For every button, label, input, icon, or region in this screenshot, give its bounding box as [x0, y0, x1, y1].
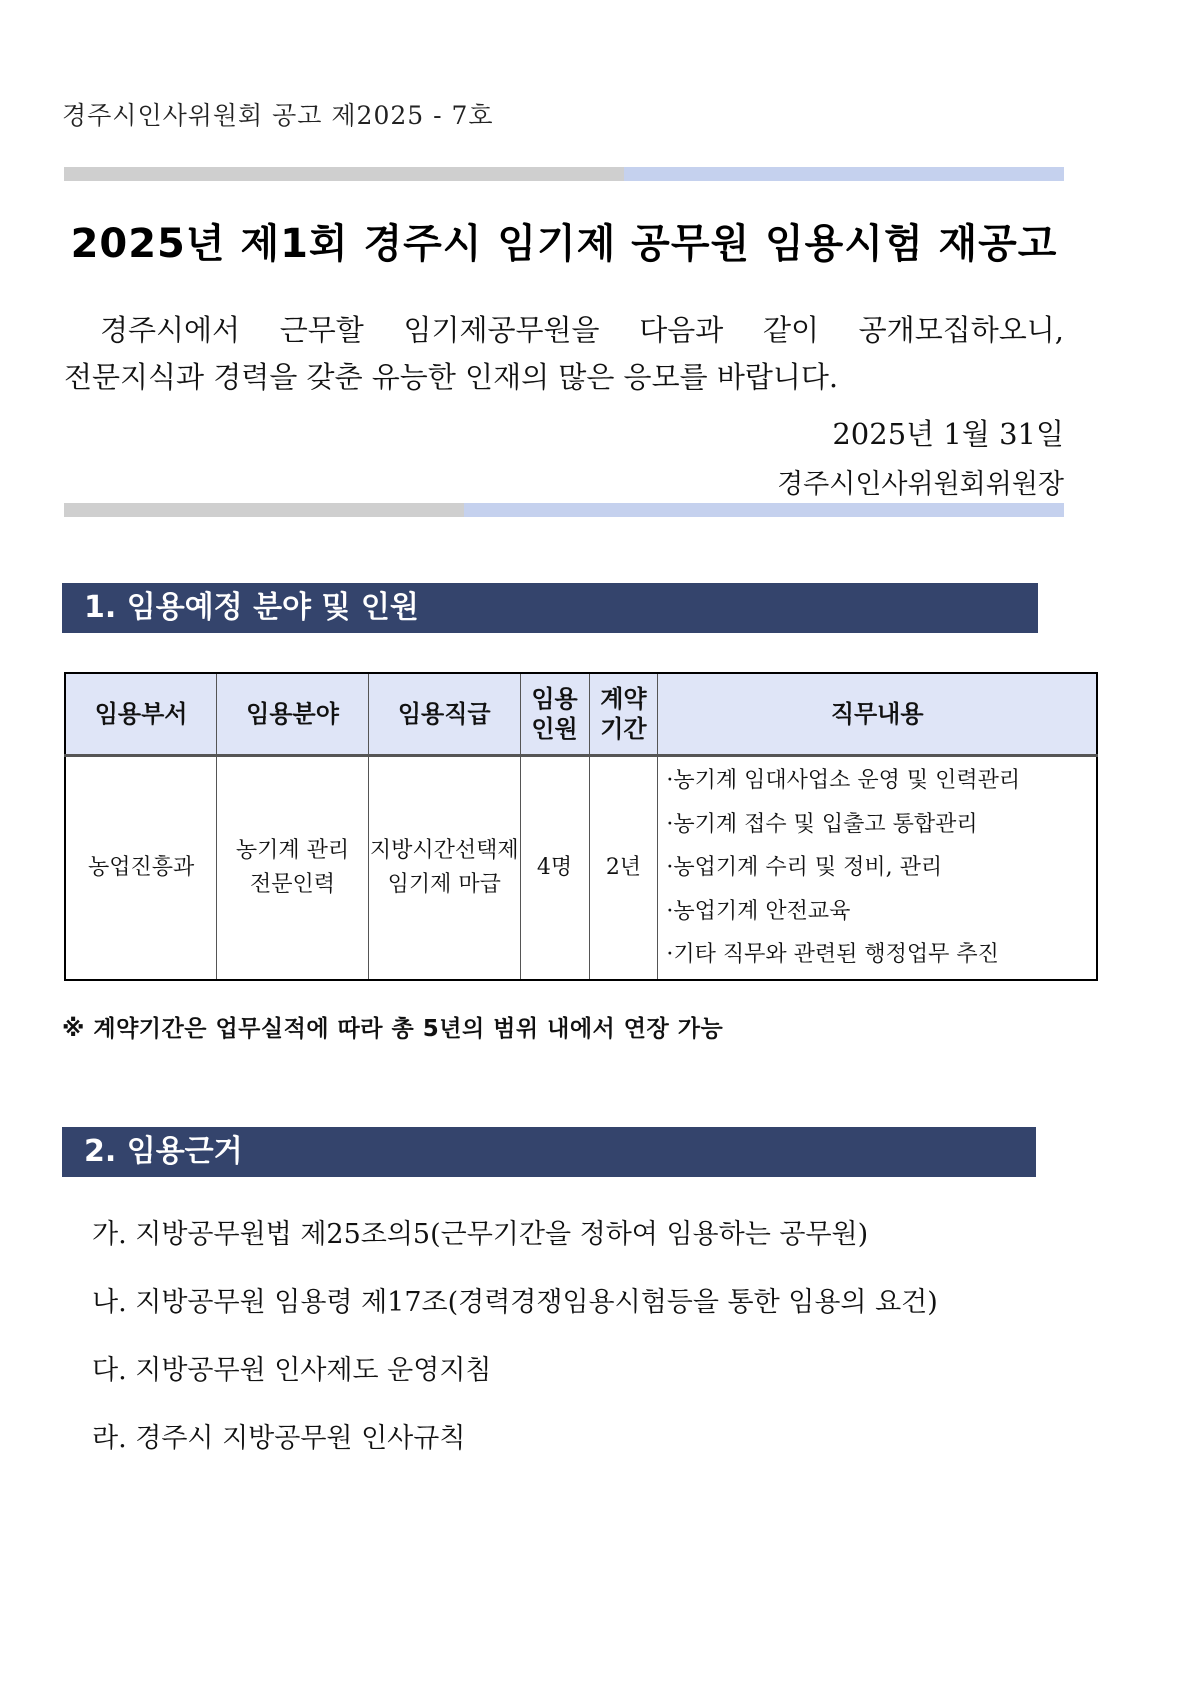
page-title: 2025년 제1회 경주시 임기제 공무원 임용시험 재공고 [70, 221, 1058, 267]
intro-line-1: 경주시에서 근무할 임기제공무원을 다음과 같이 공개모집하오니, [100, 313, 1064, 347]
col-count [520, 673, 589, 756]
cell-field-line-2: 전문인력 [250, 872, 336, 897]
cell-grade-line-2: 임기제 마급 [387, 872, 501, 897]
recruitment-table [64, 672, 1098, 981]
col-term-line-1: 계약 [600, 685, 647, 713]
notice-date: 2025년 1월 31일 [832, 417, 1064, 451]
section-1-heading: 1. 임용예정 분야 및 인원 [62, 583, 1038, 633]
section-2-heading: 2. 임용근거 [62, 1127, 1036, 1177]
cell-dept: 농업진흥과 [65, 756, 217, 981]
basis-item: 다. 지방공무원 인사제도 운영지침 [92, 1355, 492, 1386]
notice-number: 경주시인사위원회 공고 제2025 - 7호 [62, 101, 494, 130]
table-row [65, 756, 1097, 981]
col-duties: 직무내용 [658, 673, 1097, 756]
cell-grade [368, 756, 520, 981]
duty-item: ·농업기계 안전교육 [666, 898, 851, 924]
duty-item: ·농기계 임대사업소 운영 및 인력관리 [666, 768, 1021, 794]
col-grade: 임용직급 [368, 673, 520, 756]
col-term-line-2: 기간 [600, 715, 647, 743]
cell-grade-line-1: 지방시간선택제 [369, 838, 519, 863]
col-count-line-1: 임용 [531, 685, 578, 713]
cell-count: 4명 [520, 756, 589, 981]
contract-note: ※ 계약기간은 업무실적에 따라 총 5년의 범위 내에서 연장 가능 [62, 1016, 724, 1042]
col-field: 임용분야 [217, 673, 369, 756]
duty-item: ·농업기계 수리 및 정비, 관리 [666, 855, 943, 881]
basis-item: 나. 지방공무원 임용령 제17조(경력경쟁임용시험등을 통한 임용의 요건) [92, 1287, 938, 1318]
cell-field [217, 756, 369, 981]
duty-item: ·농기계 접수 및 입출고 통합관리 [666, 811, 978, 837]
intro-line-2: 전문지식과 경력을 갖춘 유능한 인재의 많은 응모를 바랍니다. [64, 360, 839, 394]
col-count-line-2: 인원 [531, 715, 578, 743]
signer: 경주시인사위원회위원장 [777, 469, 1064, 500]
cell-field-line-1: 농기계 관리 [235, 838, 350, 863]
cell-duties [658, 756, 1097, 981]
basis-item: 가. 지방공무원법 제25조의5(근무기간을 정하여 임용하는 공무원) [92, 1219, 869, 1250]
table-header-row [65, 673, 1097, 756]
bottom-divider [64, 503, 1064, 517]
cell-term: 2년 [589, 756, 658, 981]
basis-item: 라. 경주시 지방공무원 인사규칙 [92, 1423, 466, 1454]
col-term [589, 673, 658, 756]
duty-item: ·기타 직무와 관련된 행정업무 추진 [666, 942, 999, 968]
col-dept: 임용부서 [65, 673, 217, 756]
top-divider [64, 167, 1064, 181]
